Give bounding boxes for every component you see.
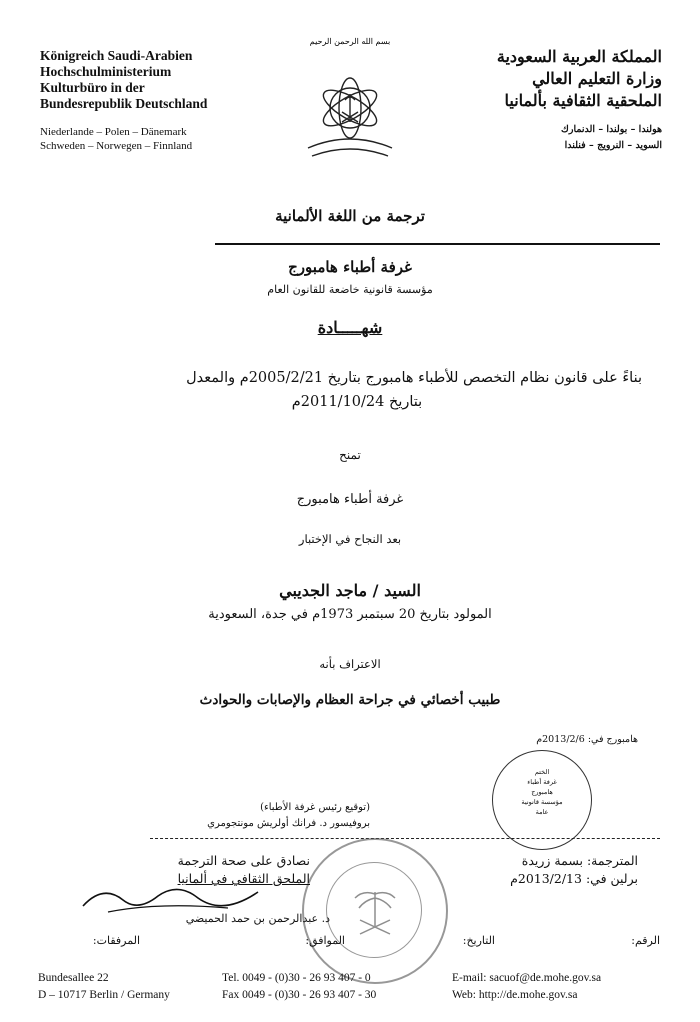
german-letterhead — [40, 48, 207, 112]
recognition-label: الاعتراف بأنه — [319, 657, 381, 671]
ar-line: الملحقية الثقافية بألمانيا — [504, 91, 662, 110]
date-label: التاريخ: — [462, 934, 495, 947]
translator-block — [448, 852, 638, 888]
arabic-countries — [561, 122, 662, 154]
date-place: هامبورج في: 2013/2/6م — [536, 734, 638, 745]
attache-line: الملحق الثقافي في ألمانيا — [177, 871, 310, 886]
email-line[interactable]: E-mail: sacuof@de.mohe.gov.sa — [452, 972, 602, 984]
address-line: D – 10717 Berlin / Germany — [38, 989, 170, 1001]
de-line: Kulturbüro in der — [40, 80, 145, 95]
seal-line: غرفة أطباء — [527, 778, 557, 786]
seal-line: مؤسسة قانونية — [521, 798, 563, 806]
official-name: د. عبدالرحمن بن حمد الحميضي — [185, 912, 330, 925]
divider — [215, 243, 660, 245]
footer-address — [38, 970, 170, 1004]
recipient-name: السيد / ماجد الجديبي — [279, 581, 421, 600]
legal-basis-line: بتاريخ 2011/10/24م — [291, 394, 423, 410]
ministry-logo — [300, 30, 400, 170]
logo-caption: بسم الله الرحمن الرحيم — [309, 37, 391, 46]
web-line[interactable]: Web: http://de.mohe.gov.sa — [452, 989, 578, 1001]
de-line: Bundesrepublik Deutschland — [40, 96, 208, 111]
grantor-name: غرفة أطباء هامبورج — [296, 492, 404, 507]
ar-line: المملكة العربية السعودية — [496, 47, 662, 66]
attachments-label: المرفقات: — [92, 934, 140, 947]
de-line: Hochschulministerium — [40, 64, 172, 79]
seal-line: هامبورج — [531, 788, 553, 796]
signature-block — [150, 800, 370, 832]
chamber-name: غرفة أطباء هامبورج — [288, 258, 412, 276]
signature-name: بروفيسور د. فرانك أولريش مونتجومري — [207, 818, 370, 829]
specialty: طبيب أخصائي في جراحة العظام والإصابات والحوادث — [199, 692, 501, 708]
certificate-heading: شهـــــادة — [317, 318, 383, 337]
grants-label: تمنح — [339, 448, 361, 462]
de-line: Königreich Saudi-Arabien — [40, 48, 193, 63]
seal-line: عامة — [535, 808, 549, 816]
seal-text — [493, 767, 591, 817]
german-countries — [40, 125, 192, 153]
de-country-line: Schweden – Norwegen – Finnland — [40, 140, 193, 152]
certify-line: نصادق على صحة الترجمة — [177, 853, 310, 868]
translator-name: المترجمة: بسمة زريدة — [521, 853, 638, 868]
palm-icon — [350, 880, 400, 940]
corresponding-label: الموافق: — [305, 934, 345, 947]
de-country-line: Niederlande – Polen – Dänemark — [40, 126, 187, 138]
footer-phone — [222, 970, 376, 1004]
after-exam: بعد النجاح في الإختبار — [298, 532, 402, 546]
ar-country-line: السويد – النرويج – فنلندا — [564, 140, 662, 151]
tel-line: Tel. 0049 - (0)30 - 26 93 407 - 0 — [222, 972, 371, 984]
signature-title: (توقيع رئيس غرفة الأطباء) — [260, 802, 370, 813]
chamber-subtitle: مؤسسة قانونية خاضعة للقانون العام — [267, 283, 433, 296]
ar-line: وزارة التعليم العالي — [532, 69, 662, 88]
translator-date: برلين في: 2013/2/13م — [510, 871, 638, 886]
chamber-seal — [492, 750, 592, 850]
ar-country-line: هولندا – بولندا – الدنمارك — [561, 124, 662, 135]
address-line: Bundesallee 22 — [38, 972, 109, 984]
birth-info: المولود بتاريخ 20 سبتمبر 1973م في جدة، السعودية — [208, 607, 492, 622]
seal-line: الختم — [534, 768, 550, 776]
footer-contact — [452, 970, 601, 1004]
fax-line: Fax 0049 - (0)30 - 26 93 407 - 30 — [222, 989, 377, 1001]
translation-note: ترجمة من اللغة الألمانية — [275, 207, 425, 225]
legal-basis-line: بناءً على قانون نظام التخصص للأطباء هامبورج بتاريخ 2005/2/21م والمعدل — [186, 370, 642, 386]
legal-basis — [42, 366, 642, 414]
arabic-letterhead — [497, 46, 662, 112]
ministry-seal — [302, 838, 448, 984]
dashed-divider — [150, 838, 660, 839]
number-label: الرقم: — [631, 934, 660, 947]
